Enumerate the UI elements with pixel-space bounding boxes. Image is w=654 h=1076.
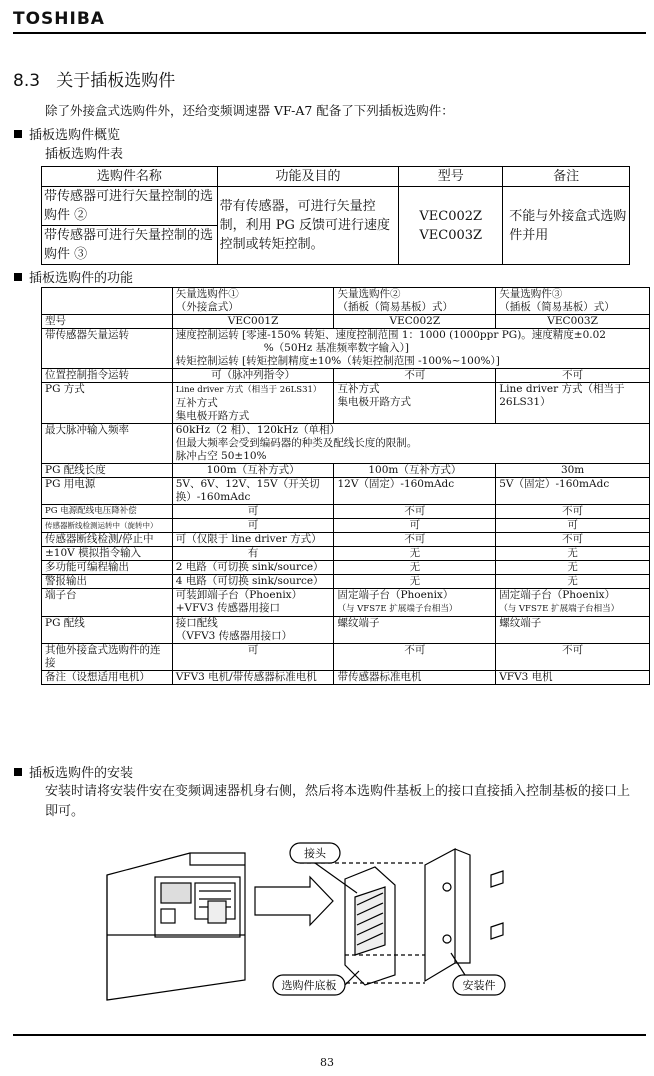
overview-models: VEC002Z VEC003Z [399, 187, 503, 265]
table-row: 型号 VEC001Z VEC002Z VEC003Z [42, 315, 650, 329]
label-bracket: 安装件 [462, 979, 496, 992]
install-heading: 插板选购件的安装 [14, 762, 133, 781]
overview-header-name: 选购件名称 [42, 167, 218, 187]
table-row: 多功能可编程输出 2 电路（可切换 sink/source） 无 无 [42, 561, 650, 575]
overview-header-function: 功能及目的 [217, 167, 399, 187]
table-row: PG 电源配线电压降补偿 可 不可 不可 [42, 505, 650, 519]
installation-figure [95, 835, 565, 1005]
footer-rule [13, 1034, 646, 1036]
col-header-1: 矢量选购件① （外接盒式） [172, 288, 334, 315]
section-title-text: 关于插板选购件 [56, 71, 176, 91]
header-rule [13, 32, 646, 34]
functions-table [41, 287, 650, 685]
table-row: PG 配线 接口配线 （VFV3 传感器用接口） 螺纹端子 螺纹端子 [42, 617, 650, 644]
table-row [42, 288, 650, 315]
overview-heading: 插板选购件概览 [14, 124, 120, 143]
bullet-square-icon [14, 273, 22, 281]
table-row: 传感器断线检测/停止中 可（仅限于 line driver 方式） 不可 不可 [42, 533, 650, 547]
overview-caption: 插板选购件表 [45, 147, 124, 162]
section-title [13, 66, 175, 91]
table-row: ±10V 模拟指令输入 有 无 无 [42, 547, 650, 561]
table-row: 备注（设想适用电机） VFV3 电机/带传感器标准电机 带传感器标准电机 VFV3 电机 [42, 671, 650, 685]
table-row: PG 配线长度 100m（互补方式） 100m（互补方式） 30m [42, 464, 650, 478]
table-row: 警报输出 4 电路（可切换 sink/source） 无 无 [42, 575, 650, 589]
overview-name-2: 带传感器可进行矢量控制的选购件 ③ [42, 226, 218, 265]
table-row: 传感器断线检测运转中（旋转中） 可 可 可 [42, 519, 650, 533]
intro-paragraph: 除了外接盒式选购件外，还给变频调速器 VF-A7 配备了下列插板选购件： [45, 103, 454, 118]
overview-table [41, 166, 630, 265]
overview-header-remark: 备注 [503, 167, 630, 187]
table-row: 其他外接盒式选购件的连接 可 不可 不可 [42, 644, 650, 671]
functions-heading: 插板选购件的功能 [14, 267, 133, 286]
overview-remark: 不能与外接盒式选购件并用 [503, 187, 630, 265]
overview-header-model: 型号 [399, 167, 503, 187]
section-number: 8.3 [13, 71, 41, 91]
table-row: PG 方式 Line driver 方式（相当于 26LS31） 互补方式 集电极开路方式 互补方式 集电极开路方式 Line driver 方式（相当于 26LS31） [42, 383, 650, 424]
vector-run-cell: 速度控制运转 [零速-150% 转矩、速度控制范围 1：1000 (1000ppr PG)。速度精度±0.02 %（50Hz 基准频率数字输入）] 转矩控制运转 [转矩控制精度±10%（转矩控制范围 -100%~100%）] [172, 329, 649, 369]
table-row: 最大脉冲输入频率 60kHz（2 相）、120kHz（单相） 但最大频率会受到编码器的种类及配线长度的限制。 脉冲占空 50±10% [42, 424, 650, 464]
table-row: PG 用电源 5V、6V、12V、15V（开关切换）-160mAdc 12V（固定）-160mAdc 5V（固定）-160mAdc [42, 478, 650, 505]
toshiba-logo: TOSHIBA [13, 9, 105, 29]
table-row: 带传感器矢量运转 速度控制运转 [零速-150% 转矩、速度控制范围 1：1000 (1000ppr PG)。速度精度±0.02 %（50Hz 基准频率数字输入）] 转矩控制运转 [转矩控制精度±10%（转矩控制范围 -100%~100%）] [42, 329, 650, 369]
col-header-2: 矢量选购件② （插板（简易基板）式） [334, 288, 496, 315]
table-row: 位置控制指令运转 可（脉冲列指令） 不可 不可 [42, 369, 650, 383]
label-board: 选购件底板 [281, 979, 337, 992]
bullet-square-icon [14, 130, 22, 138]
col-header-3: 矢量选购件③ （插板（简易基板）式） [496, 288, 650, 315]
table-row: 端子台 可装卸端子台（Phoenix）+VFV3 传感器用接口 固定端子台（Phoenix） （与 VFS7E 扩展端子台相当） 固定端子台（Phoenix） （与 VFS7E 扩展端子台相当） [42, 589, 650, 617]
label-connector: 接头 [304, 847, 326, 860]
install-text: 安装时请将安装件安在变频调速器机身右侧，然后将本选购件基板上的接口直接插入控制基板的接口上即可。 [45, 784, 631, 819]
page-number: 83 [320, 1056, 334, 1069]
bullet-square-icon [14, 768, 22, 776]
overview-function: 带有传感器，可进行矢量控制，利用 PG 反馈可进行速度控制或转矩控制。 [217, 187, 399, 265]
overview-name-1: 带传感器可进行矢量控制的选购件 ② [42, 187, 218, 226]
